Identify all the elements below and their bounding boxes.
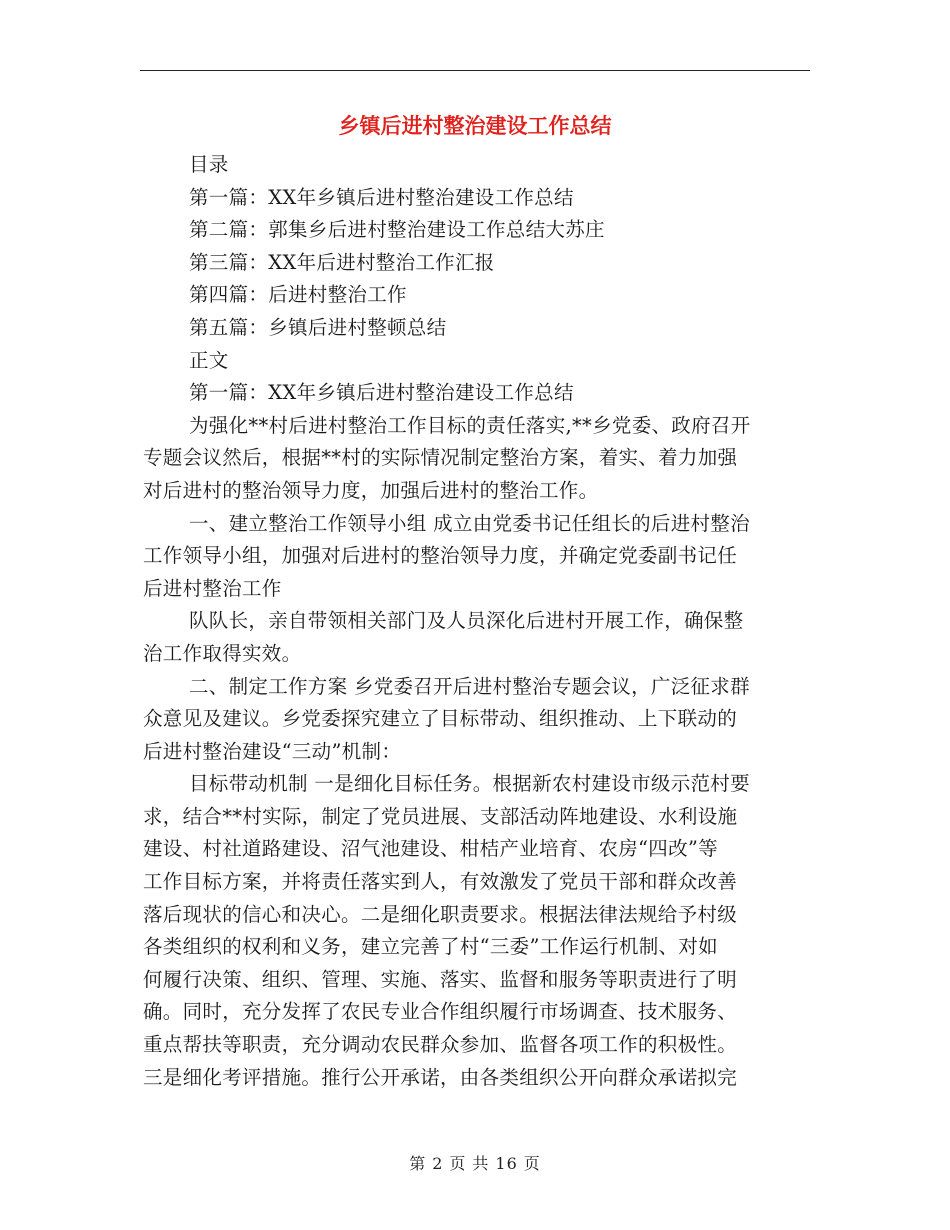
footer-total-prefix: 共: [472, 1154, 490, 1173]
text-line: 正文: [189, 348, 229, 372]
text-line: 第五篇：乡镇后进村整顿总结: [189, 315, 447, 339]
text-line: 目录: [189, 153, 229, 176]
header-rule: [140, 70, 810, 71]
text-line: 为强化**村后进村整治工作目标的责任落实,**乡党委、政府召开: [189, 413, 751, 437]
text-line: 治工作取得实效。: [143, 641, 302, 665]
text-line: 第一篇：XX年乡镇后进村整治建设工作总结: [189, 185, 574, 209]
footer-page-prefix: 第: [409, 1154, 427, 1173]
text-line: 众意见及建议。乡党委探究建立了目标带动、组织推动、上下联动的: [143, 707, 738, 731]
footer-total-suffix: 页: [523, 1154, 541, 1173]
footer-page-current: 2: [432, 1154, 444, 1173]
text-line: 队队长，亲自带领相关部门及人员深化后进村开展工作，确保整: [189, 609, 744, 633]
text-line: 二、制定工作方案 乡党委召开后进村整治专题会议，广泛征求群: [189, 674, 750, 698]
text-line: 第一篇：XX年乡镇后进村整治建设工作总结: [189, 381, 574, 405]
text-line: 目标带动机制 一是细化目标任务。根据新农村建设市级示范村要: [189, 772, 750, 796]
text-line: 第三篇：XX年后进村整治工作汇报: [189, 250, 495, 274]
text-line: 求，结合**村实际，制定了党员进展、支部活动阵地建设、水利设施: [143, 804, 738, 828]
document-body: [143, 149, 813, 1094]
text-line: 各类组织的权利和义务，建立完善了村“三委”工作运行机制、对如: [143, 935, 718, 959]
text-line: 后进村整治建设“三动”机制：: [143, 739, 402, 763]
footer-page-total: 16: [495, 1154, 518, 1173]
footer-page-word: 页: [449, 1154, 467, 1173]
text-line: 第二篇：郭集乡后进村整治建设工作总结大苏庄: [189, 218, 605, 242]
text-line: 确。同时，充分发挥了农民专业合作组织履行市场调查、技术服务、: [143, 1000, 738, 1024]
text-line: 三是细化考评措施。推行公开承诺，由各类组织公开向群众承诺拟完: [143, 1065, 738, 1089]
text-line: 专题会议然后，根据**村的实际情况制定整治方案，着实、着力加强: [143, 446, 738, 470]
text-line: 工作目标方案，并将责任落实到人，有效激发了党员干部和群众改善: [143, 870, 738, 894]
page-footer: [0, 1152, 950, 1176]
text-line: 重点帮扶等职责，充分调动农民群众参加、监督各项工作的积极性。: [143, 1033, 738, 1057]
document-title: 乡镇后进村整治建设工作总结: [338, 114, 612, 138]
text-line: 第四篇：后进村整治工作: [189, 283, 407, 307]
text-line: 后进村整治工作: [143, 576, 282, 600]
text-line: 何履行决策、组织、管理、实施、落实、监督和服务等职责进行了明: [143, 967, 738, 991]
text-line: 一、建立整治工作领导小组 成立由党委书记任组长的后进村整治: [189, 511, 750, 535]
text-line: 落后现状的信心和决心。二是细化职责要求。根据法律法规给予村级: [143, 902, 738, 926]
text-line: 工作领导小组，加强对后进村的整治领导力度，并确定党委副书记任: [143, 544, 738, 568]
text-line: 对后进村的整治领导力度，加强后进村的整治工作。: [143, 478, 599, 502]
text-line: 建设、村社道路建设、沼气池建设、柑桔产业培育、农房“四改”等: [143, 837, 718, 861]
